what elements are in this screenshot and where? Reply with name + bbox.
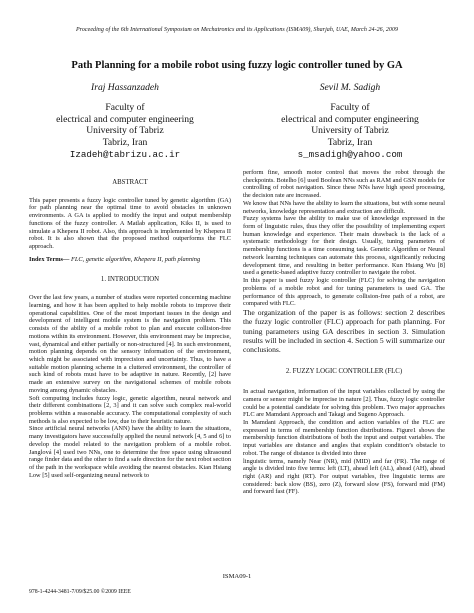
body-paragraph: Over the last few years, a number of studies were reported concerning machine learning, and how it has been applied to help mobile robots to improve their operational capabilities. One of the most important issues in the design and development of intelligent mobile system is the navigation problem. This consists of the ability of a mobile robot to plan and execute collision-free motions within its environment. However, this environment may be imprecise, vast, dynamical and either partially or non-structured [4]. In such environment, motion planning depends on the sensory information of the environment, which might be associated with imprecision and uncertainty. Thus, to have a suitable motion planning scheme in a cluttered environment, the controller of such kind of robots must have to be adaptive in nature. Recently, [2] have made an extensive survey on the navigational schemes of mobile robots moving among dynamic obstacles. — [29, 294, 231, 394]
abstract-text: This paper presents a fuzzy logic controller tuned by genetic algorithm (GA) for path planning near the optimal time to avoid obstacles in unknown environments. A GA is applied to modify the input and output membership functions of the fuzzy controller. A Matlab application, Kiks II, is used to simulate a Khepera II robot. Also, this approach is implemented by Khepera II robot. It is also shown that the proposed method outperforms the FLC approach. — [29, 196, 231, 251]
abstract-heading: ABSTRACT — [112, 179, 148, 186]
author-affiliation-line: University of Tabriz — [86, 125, 164, 137]
index-terms — [29, 256, 231, 264]
body-paragraph: perform fine, smooth motor control that moves the robot through the checkpoints. Botelho [6] used Boolean NNs such as RAM and GSN models for controlling of robot navigation. Since these NNs have high speed processing, the decision rate are increased. — [243, 169, 445, 200]
author-affiliation-line: Tabriz, Iran — [102, 137, 148, 149]
copyright-line: 978-1-4244-3481-7/09/$25.00 ©2009 IEEE — [29, 589, 131, 595]
index-terms-list: FLC, genetic algorithm, Khepera II, path planning — [69, 255, 201, 263]
author-affiliation-line: electrical and computer engineering — [56, 113, 194, 125]
author-affiliation-line: Tabriz, Iran — [327, 137, 373, 149]
body-paragraph: In Mamdani Approach, the condition and action variables of the FLC are expressed in terms of membership function distributions. Figure1 shows the membership function distributions of both the input and output variables. The input variables are distance and angles that explain condition’s obstacle to robot. The range of distance is divided into three — [243, 419, 445, 457]
body-paragraph: Soft computing includes fuzzy logic, genetic algorithm, neural network and their different combinations [2, 3] and it can solve such complex real-world problems within a reasonable accuracy. The computational complexity of such methods is also expected to be low, due to their heuristic nature. — [29, 394, 231, 425]
body-paragraph: Since artificial neural networks (ANN) have the ability to learn the situations, many investigators have successfully applied the neural network [4, 5 and 6] to develop the model related to the navigation problem of a mobile robot. Janglová [4] used two NNs, one to determine the free space using ultrasound range finder data and the other to find a safe direction for the next robot section of the path in the workspace while avoiding the nearest obstacles. Kian Hsiang Low [5] used self-organizing neural network to — [29, 425, 231, 479]
body-paragraph-organization: The organization of the paper is as follows: section 2 describes the fuzzy logic controller (FLC) approach for path planning. For tuning parameters using GA describes in section 3. Simulation results will be included in section 4. Section 5 will summarize our conclusions. — [243, 307, 445, 355]
author-email: s_msadigh@yahoo.com — [297, 148, 403, 160]
body-paragraph: In this paper is used fuzzy logic controller (FLC) for solving the navigation problems of a mobile robot and for tuning parameters is used GA. The performance of this approach, to generate collision-free path of a robot, are compared with FLC. — [243, 277, 445, 308]
left-column — [29, 179, 231, 479]
author-name: Iraj Hassanzadeh — [91, 82, 159, 93]
author-block-1 — [30, 82, 220, 161]
body-paragraph: Fuzzy systems have the ability to make use of knowledge expressed in the form of linguistic rules, thus they offer the possibility of implementing expert human knowledge and experience. Their main drawback is the lack of a systematic methodology for their design. Usually, tuning parameters of membership functions is a time consuming task. Genetic Algorithm or Neural network learning techniques can automate this process, significantly reducing development time, and resulting in better performance. Kun Hsiang Wu [8] used a genetic-based adaptive fuzzy controller to navigate the robot. — [243, 215, 445, 277]
author-block-2 — [255, 82, 445, 161]
author-name: Sevil M. Sadigh — [319, 82, 381, 93]
body-paragraph: In actual navigation, information of the input variables collected by using the camera or sensor might be imprecise in nature [2]. Thus, fuzzy logic controller could be a potential candidate for solving this problem. Two major approaches FLC are Mamdani Approach and Takagi and Sugeno Approach. — [243, 388, 445, 419]
author-affiliation-line: University of Tabriz — [311, 125, 389, 137]
author-affiliation-line: Faculty of — [330, 101, 370, 113]
right-column — [243, 169, 445, 496]
running-header: Proceeding of the 6th International Symposium on Mechatronics and its Applications (ISMA09), Sharjah, UAE, March 24-26, 2009 — [75, 27, 399, 33]
author-email: Izadeh@tabrizu.ac.ir — [69, 148, 181, 160]
section-heading-introduction: 1. INTRODUCTION — [100, 276, 160, 284]
page-footer-id: ISMA09-1 — [222, 573, 252, 580]
index-terms-label: Index Terms— — [29, 255, 70, 263]
author-affiliation-line: electrical and computer engineering — [281, 113, 419, 125]
paper-title: Path Planning for a mobile robot using fuzzy logic controller tuned by GA — [71, 60, 403, 71]
body-paragraph: We know that NNs have the ability to learn the situations, but with some neural networks, knowledge representation and extraction are difficult. — [243, 199, 445, 215]
author-affiliation-line: Faculty of — [105, 101, 145, 113]
body-paragraph: linguistic terms, namely Near (NR), mid (MID) and far (FR). The range of angle is divided into five terms: left (LT), ahead left (AL), ahead (AH), ahead right (AR) and right (RT). For output variables, five linguistic terms are considered: back slow (BS), zero (Z), forward slow (FS), forward mid (FM) and forward fast (FF). — [243, 457, 445, 496]
section-heading-flc: 2. FUZZY LOGIC CONTROLLER (FLC) — [285, 368, 403, 376]
